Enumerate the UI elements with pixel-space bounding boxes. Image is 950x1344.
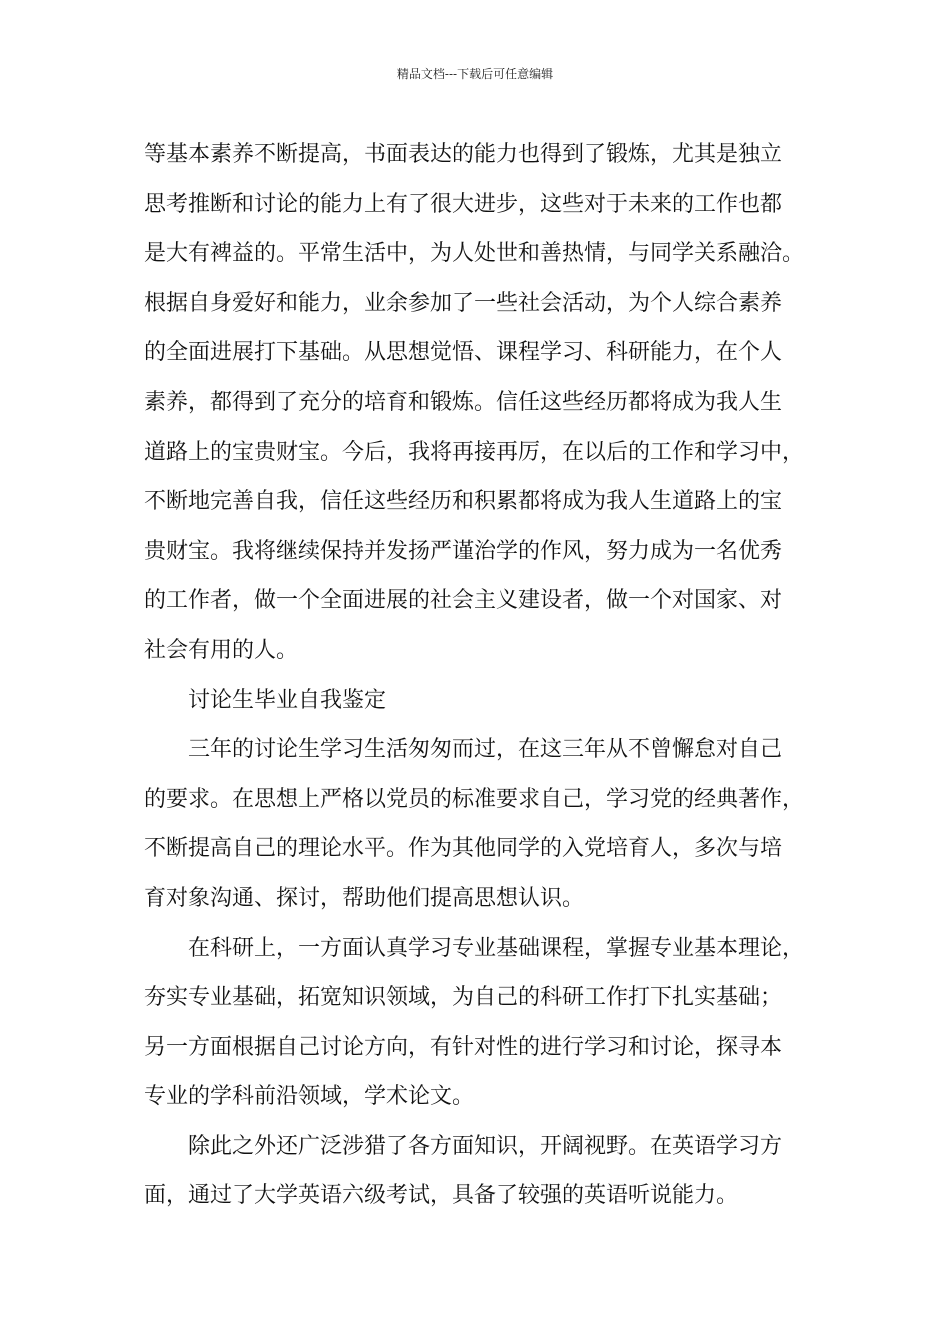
text-line: 贵财宝。我将继续保持并发扬严谨治学的作风，努力成为一名优秀 bbox=[144, 538, 783, 564]
text-line: 不断地完善自我，信任这些经历和积累都将成为我人生道路上的宝 bbox=[144, 489, 783, 515]
text-line: 是大有裨益的。平常生活中，为人处世和善热情，与同学关系融洽。 bbox=[144, 241, 805, 267]
text-line: 的全面进展打下基础。从思想觉悟、课程学习、科研能力，在个人 bbox=[144, 340, 783, 366]
text-line: 的要求。在思想上严格以党员的标准要求自己，学习党的经典著作， bbox=[144, 786, 805, 812]
text-line: 专业的学科前沿领域，学术论文。 bbox=[144, 1084, 475, 1110]
text-line: 思考推断和讨论的能力上有了很大进步，这些对于未来的工作也都 bbox=[144, 191, 783, 217]
text-line: 面，通过了大学英语六级考试，具备了较强的英语听说能力。 bbox=[144, 1183, 739, 1209]
text-line: 在科研上，一方面认真学习专业基础课程，掌握专业基本理论， bbox=[188, 935, 805, 961]
text-line: 素养，都得到了充分的培育和锻炼。信任这些经历都将成为我人生 bbox=[144, 389, 783, 415]
text-line: 不断提高自己的理论水平。作为其他同学的入党培育人，多次与培 bbox=[144, 836, 783, 862]
text-line: 育对象沟通、探讨，帮助他们提高思想认识。 bbox=[144, 885, 585, 911]
section-heading: 讨论生毕业自我鉴定 bbox=[188, 687, 387, 713]
text-line: 社会有用的人。 bbox=[144, 637, 299, 663]
text-line: 夯实专业基础，拓宽知识领域，为自己的科研工作打下扎实基础； bbox=[144, 985, 783, 1011]
text-line: 等基本素养不断提高，书面表达的能力也得到了锻炼，尤其是独立 bbox=[144, 142, 783, 167]
text-line: 三年的讨论生学习生活匆匆而过，在这三年从不曾懈怠对自己 bbox=[188, 737, 783, 763]
text-line: 根据自身爱好和能力，业余参加了一些社会活动，为个人综合素养 bbox=[144, 290, 783, 316]
text-line: 道路上的宝贵财宝。今后，我将再接再厉，在以后的工作和学习中， bbox=[144, 439, 805, 465]
document-body bbox=[144, 130, 844, 1221]
text-line: 另一方面根据自己讨论方向，有针对性的进行学习和讨论，探寻本 bbox=[144, 1034, 783, 1060]
text-line: 除此之外还广泛涉猎了各方面知识，开阔视野。在英语学习方 bbox=[188, 1133, 783, 1159]
text-line: 的工作者，做一个全面进展的社会主义建设者，做一个对国家、对 bbox=[144, 588, 783, 614]
page-header: 精品文档---下载后可任意编辑 bbox=[396, 67, 554, 81]
